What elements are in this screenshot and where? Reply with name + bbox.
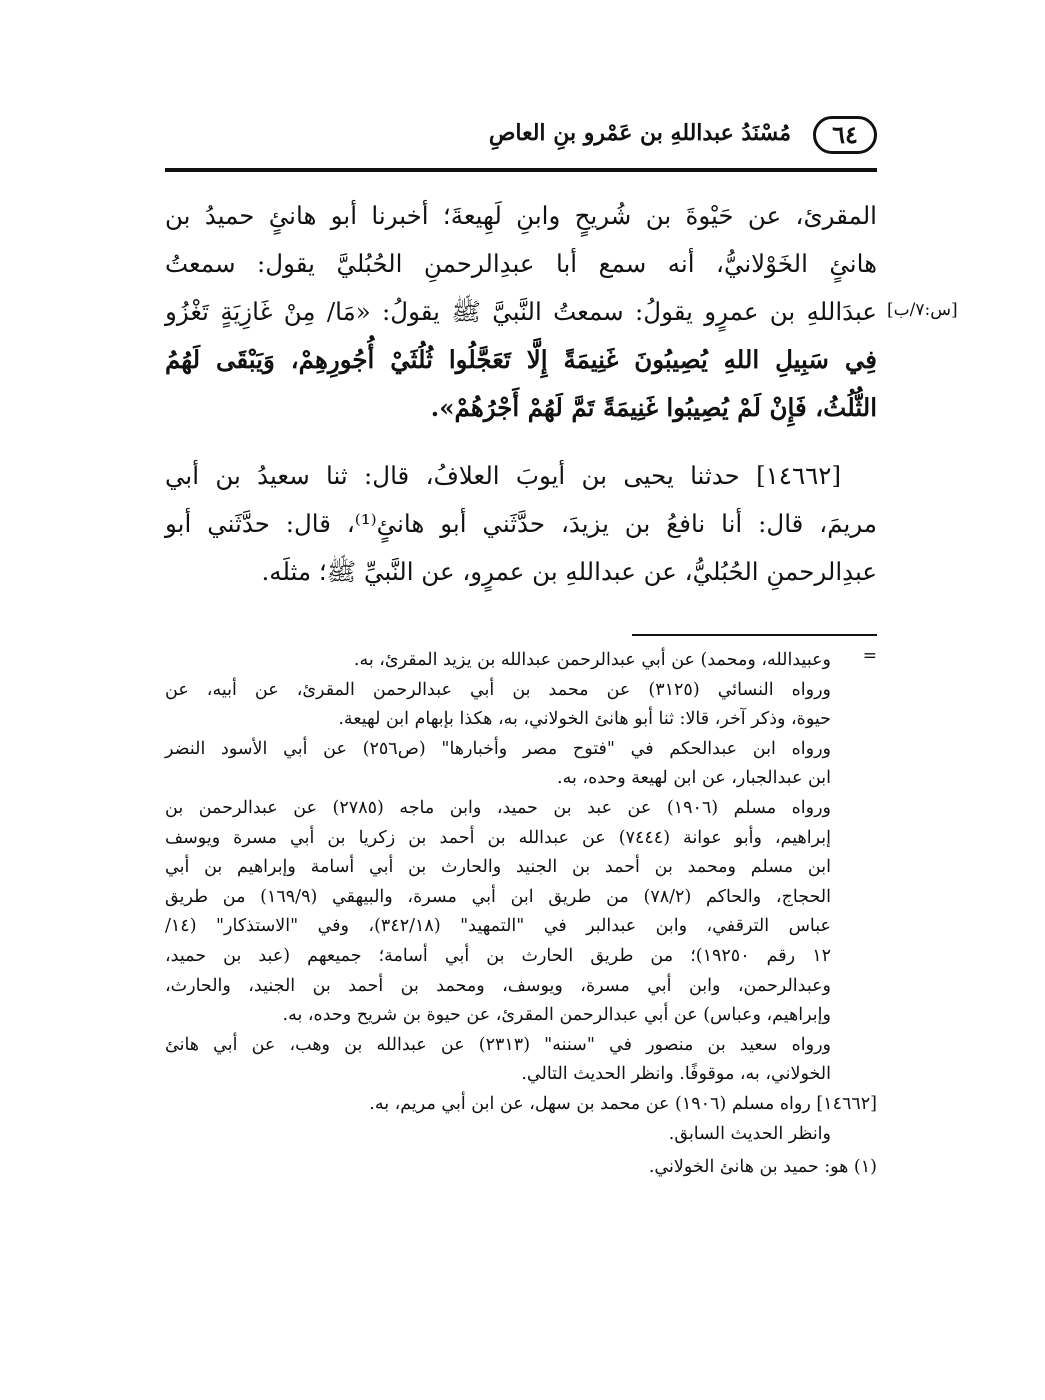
text-line: [١٤٦٦٢] حدثنا يحيى بن أيوبَ العلافُ، قال: ثنا سعيدُ بن أبي xyxy=(165,461,841,490)
text-line: مريمَ، قال: أنا نافعُ بن يزيدَ، حدَّثَني أبو هانئٍ⁽¹⁾، قال: حدَّثَني أبو xyxy=(165,509,877,538)
text-line: عبدِالرحمنِ الحُبُليُّ، عن عبداللهِ بن عمرٍو، عن النَّبيِّ ﷺ؛ مثلَه. xyxy=(261,557,877,586)
footnote-line: ورواه مسلم (١٩٠٦) عن عبد بن حميد، وابن ماجه (٢٧٨٥) عن عبدالرحمن بن xyxy=(165,797,831,818)
hadith-text-line: الثُّلُثُ، فَإِنْ لَمْ يُصِيبُوا غَنِيمَةً تَمَّ لَهُمْ أَجْرُهُمْ». xyxy=(430,393,877,422)
text-line: عبدَاللهِ بن عمرٍو يقولُ: سمعتُ النَّبيَّ ﷺ يقولُ: «مَا/ مِنْ غَازِيَةٍ تَغْزُو xyxy=(165,297,877,326)
footnote-line: الخولاني، به، موقوفًا. وانظر الحديث التالي. xyxy=(521,1064,831,1085)
footnote-line: وعبدالرحمن، وابن أبي مسرة، ويوسف، ومحمد بن أحمد بن الجنيد، والحارث، xyxy=(165,975,831,996)
page-number-badge: ٦٤ xyxy=(813,116,877,154)
footnote-ref-line: [١٤٦٦٢] رواه مسلم (١٩٠٦) عن محمد بن سهل، عن ابن أبي مريم، به. xyxy=(369,1093,877,1114)
footnotes xyxy=(165,646,877,1183)
continuation-mark: = xyxy=(862,646,877,666)
footnote-line: وعبيدالله، ومحمد) عن أبي عبدالرحمن عبدالله بن يزيد المقرئ، به. xyxy=(353,650,831,670)
footnote-line: حيوة، وذكر آخر، قالا: ثنا أبو هانئ الخولاني، به، هكذا بإبهام ابن لهيعة. xyxy=(338,709,831,730)
page-header xyxy=(165,110,877,170)
footnote-line: عباس الترقفي، وابن عبدالبر في "التمهيد" (٣٤٢/١٨)، وفي "الاستذكار" (١٤/ xyxy=(165,916,831,937)
text-line: هانئٍ الخَوْلانيُّ، أنه سمع أبا عبدِالرحمنِ الحُبُليَّ يقول: سمعتُ xyxy=(165,249,877,278)
footnote-line: ابن مسلم ومحمد بن أحمد بن الجنيد والحارث بن أبي أسامة وإبراهيم بن أبي xyxy=(165,857,831,878)
footnote-note-1: (١) هو: حميد بن هانئ الخولاني. xyxy=(648,1157,877,1178)
footnote-line: الحجاج، والحاكم (٧٨/٢) من طريق ابن أبي مسرة، والبيهقي (١٦٩/٩) من طريق xyxy=(165,886,831,907)
manuscript-folio-note: [س:٧/ب] xyxy=(887,300,958,320)
footnote-ref-line: وانظر الحديث السابق. xyxy=(668,1123,831,1144)
footnote-line: ورواه ابن عبدالحكم في "فتوح مصر وأخبارها" (ص٢٥٦) عن أبي الأسود النضر xyxy=(165,738,831,759)
text-line: المقرئ، عن حَيْوةَ بن شُريحٍ وابنِ لَهِيعةَ؛ أخبرنا أبو هانئٍ حميدُ بن xyxy=(165,201,877,230)
header-rule xyxy=(165,168,877,172)
footnote-line: وإبراهيم، وعباس) عن أبي عبدالرحمن المقرئ، عن حيوة بن شريح وحده، به. xyxy=(282,1005,831,1026)
footnote-line: ١٢ رقم ١٩٢٥٠)؛ من طريق الحارث بن أبي أسامة؛ جميعهم (عبد بن حميد، xyxy=(165,945,832,966)
footnote-line: إبراهيم، وأبو عوانة (٧٤٤٤) عن عبدالله بن أحمد بن زكريا بن أبي مسرة ويوسف xyxy=(165,827,831,848)
footnote-line: ورواه النسائي (٣١٢٥) عن محمد بن أبي عبدالرحمن المقرئ، عن أبيه، عن xyxy=(165,679,831,700)
footnote-line: ابن عبدالجبار، عن ابن لهيعة وحده، به. xyxy=(557,768,831,789)
running-title: مُسْنَدُ عبداللهِ بن عَمْرو بنِ العاصِ xyxy=(488,120,791,146)
hadith-text-line: فِي سَبِيلِ اللهِ يُصِيبُونَ غَنِيمَةً إِلَّا تَعَجَّلُوا ثُلُثَيْ أُجُورِهِمْ، وَيَبْقَى لَهُمُ xyxy=(165,345,877,374)
footnote-rule xyxy=(632,634,877,636)
main-text xyxy=(165,192,877,596)
footnote-line: ورواه سعيد بن منصور في "سننه" (٢٣١٣) عن عبدالله بن وهب، عن أبي هانئ xyxy=(165,1034,831,1055)
